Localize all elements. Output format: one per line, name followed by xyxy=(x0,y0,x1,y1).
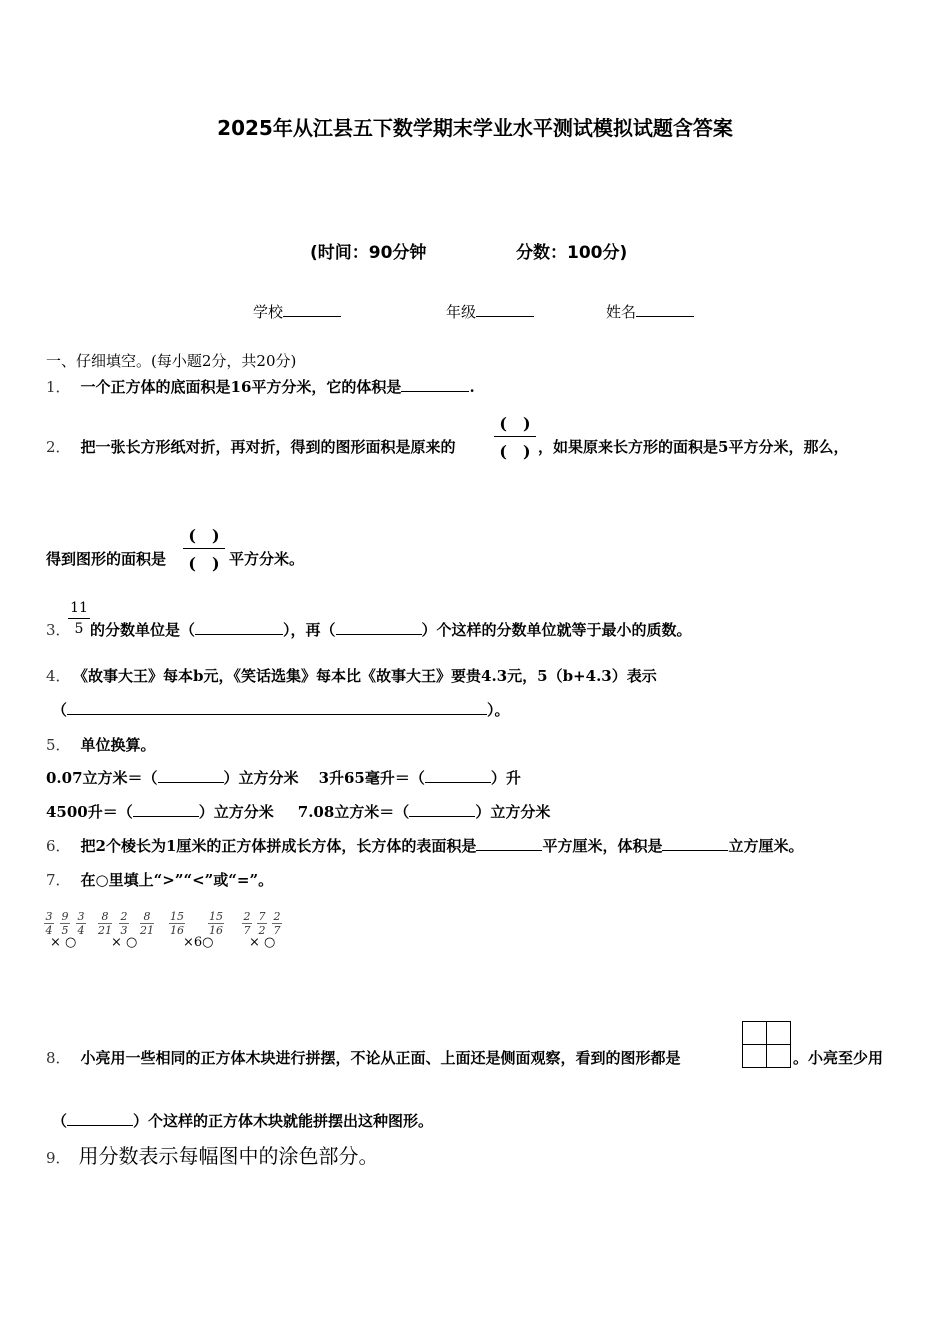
answer-blank xyxy=(476,836,542,851)
question-number: 3． xyxy=(46,621,71,639)
conversion-row-1 xyxy=(46,767,521,788)
answer-blank xyxy=(158,768,224,783)
school-field xyxy=(253,301,341,322)
grade-blank xyxy=(476,302,534,317)
grade-label: 年级 xyxy=(446,303,477,321)
question-number: 6． xyxy=(46,837,71,855)
exam-score: 分数：100分) xyxy=(516,243,628,263)
conversion-unit: ）升 xyxy=(490,769,521,787)
name-label: 姓名 xyxy=(606,303,637,321)
conversion-text: 3升65毫升＝（ xyxy=(318,769,425,787)
grade-field xyxy=(446,301,534,322)
question-text: ）个这样的分数单位就等于最小的质数。 xyxy=(421,621,692,639)
exam-time: (时间：90分钟 xyxy=(310,243,427,263)
small-fraction: 9 5 xyxy=(61,910,69,937)
question-6 xyxy=(46,835,803,856)
fraction-bar xyxy=(494,436,536,437)
question-text: 把一张长方形纸对折，再对折，得到的图形面积是原来的 xyxy=(80,438,456,456)
question-text: 一个正方体的底面积是16平方分米，它的体积是 xyxy=(80,378,402,396)
question-number: 2． xyxy=(46,438,71,456)
small-fraction: 7 2 xyxy=(258,910,266,937)
conversion-row-2 xyxy=(46,801,550,822)
school-label: 学校 xyxy=(253,303,284,321)
answer-blank xyxy=(401,377,469,392)
compare-operator: ×6○ xyxy=(183,935,214,950)
section-heading: 一、仔细填空。(每小题2分，共20分) xyxy=(46,352,297,370)
question-2 xyxy=(46,436,456,457)
answer-blank xyxy=(425,768,491,783)
question-text: 用分数表示每幅图中的涂色部分。 xyxy=(78,1144,379,1168)
answer-blank xyxy=(195,620,283,635)
paren-open: （ xyxy=(52,1112,68,1130)
question-8-line2 xyxy=(52,1110,433,1131)
question-2-line2: 得到图形的面积是 xyxy=(46,550,167,568)
question-5 xyxy=(46,734,156,755)
question-text: 平方厘米，体积是 xyxy=(542,837,663,855)
answer-blank xyxy=(133,802,199,817)
fraction-denominator: ( ) xyxy=(188,554,220,573)
fraction-numerator: ( ) xyxy=(188,526,220,545)
small-fraction: 15 16 xyxy=(170,910,184,937)
compare-operator: × ○ xyxy=(50,935,77,950)
question-4-line2 xyxy=(52,699,510,720)
question-2-cont: ，如果原来长方形的面积是5平方分米，那么， xyxy=(538,438,849,456)
question-text: 立方厘米。 xyxy=(728,837,804,855)
fraction-bar xyxy=(183,548,225,549)
question-3 xyxy=(90,619,692,640)
question-text: 在○里填上“>”“<”或“=”。 xyxy=(80,871,274,889)
question-8 xyxy=(46,1047,681,1068)
cube-view-grid xyxy=(742,1021,791,1068)
question-number: 8． xyxy=(46,1049,71,1067)
fraction-bar xyxy=(68,618,90,619)
question-text: 单位换算。 xyxy=(80,736,156,754)
question-end: . xyxy=(469,378,475,396)
question-1 xyxy=(46,376,475,397)
question-text: ），再（ xyxy=(283,621,336,639)
fraction-denominator: ( ) xyxy=(499,442,531,461)
fraction-numerator: ( ) xyxy=(499,414,531,433)
answer-blank xyxy=(336,620,422,635)
question-number: 1． xyxy=(46,378,71,396)
fraction-denominator: 5 xyxy=(74,621,84,637)
question-number: 9． xyxy=(46,1149,71,1167)
compare-operator: × ○ xyxy=(111,935,138,950)
answer-blank xyxy=(662,836,728,851)
question-number: 7． xyxy=(46,871,71,889)
fraction-11-5 xyxy=(68,600,90,637)
question-text: 小亮用一些相同的正方体木块进行拼摆，不论从正面、上面还是侧面观察，看到的图形都是 xyxy=(80,1049,681,1067)
name-field xyxy=(606,301,694,322)
paren-close: ）。 xyxy=(487,701,510,719)
fraction-blank xyxy=(494,411,536,462)
small-fraction: 8 21 xyxy=(98,910,112,937)
grid-horizontal-line xyxy=(743,1044,790,1045)
page-title: 2025年从江县五下数学期末学业水平测试模拟试题含答案 xyxy=(217,116,733,140)
conversion-unit: ）立方分米 xyxy=(198,803,274,821)
answer-blank xyxy=(67,1111,133,1126)
question-8-cont: 。小亮至少用 xyxy=(793,1049,884,1067)
conversion-unit: ）立方分米 xyxy=(223,769,299,787)
question-number: 5． xyxy=(46,736,71,754)
paren-open: （ xyxy=(52,701,68,719)
conversion-text: 4500升＝（ xyxy=(46,803,133,821)
question-text: 的分数单位是（ xyxy=(90,621,196,639)
question-7 xyxy=(46,869,273,890)
conversion-unit: ）立方分米 xyxy=(475,803,551,821)
question-2-end: 平方分米。 xyxy=(229,550,305,568)
question-4 xyxy=(46,665,657,686)
question-number: 4． xyxy=(46,667,71,685)
compare-operator: × ○ xyxy=(249,935,276,950)
answer-blank xyxy=(409,802,475,817)
question-text: ）个这样的正方体木块就能拼摆出这种图形。 xyxy=(133,1112,434,1130)
conversion-text: 0.07立方米＝（ xyxy=(46,769,158,787)
conversion-text: 7.08立方米＝（ xyxy=(297,803,410,821)
small-fraction: 15 16 xyxy=(209,910,223,937)
question-text: 《故事大王》每本b元，《笑话选集》每本比《故事大王》要贵4.3元，5（b+4.3）表示 xyxy=(80,667,657,685)
small-fraction: 2 7 xyxy=(243,910,251,937)
small-fraction: 8 21 xyxy=(140,910,154,937)
answer-blank xyxy=(67,700,487,715)
question-9 xyxy=(46,1140,379,1169)
small-fraction: 3 4 xyxy=(45,910,53,937)
question-text: 把2个棱长为1厘米的正方体拼成长方体，长方体的表面积是 xyxy=(80,837,477,855)
school-blank xyxy=(283,302,341,317)
name-blank xyxy=(636,302,694,317)
small-fraction: 3 4 xyxy=(77,910,85,937)
small-fraction: 2 3 xyxy=(120,910,128,937)
fraction-numerator: 11 xyxy=(70,600,88,616)
small-fraction: 2 7 xyxy=(273,910,281,937)
fraction-blank xyxy=(183,523,225,574)
